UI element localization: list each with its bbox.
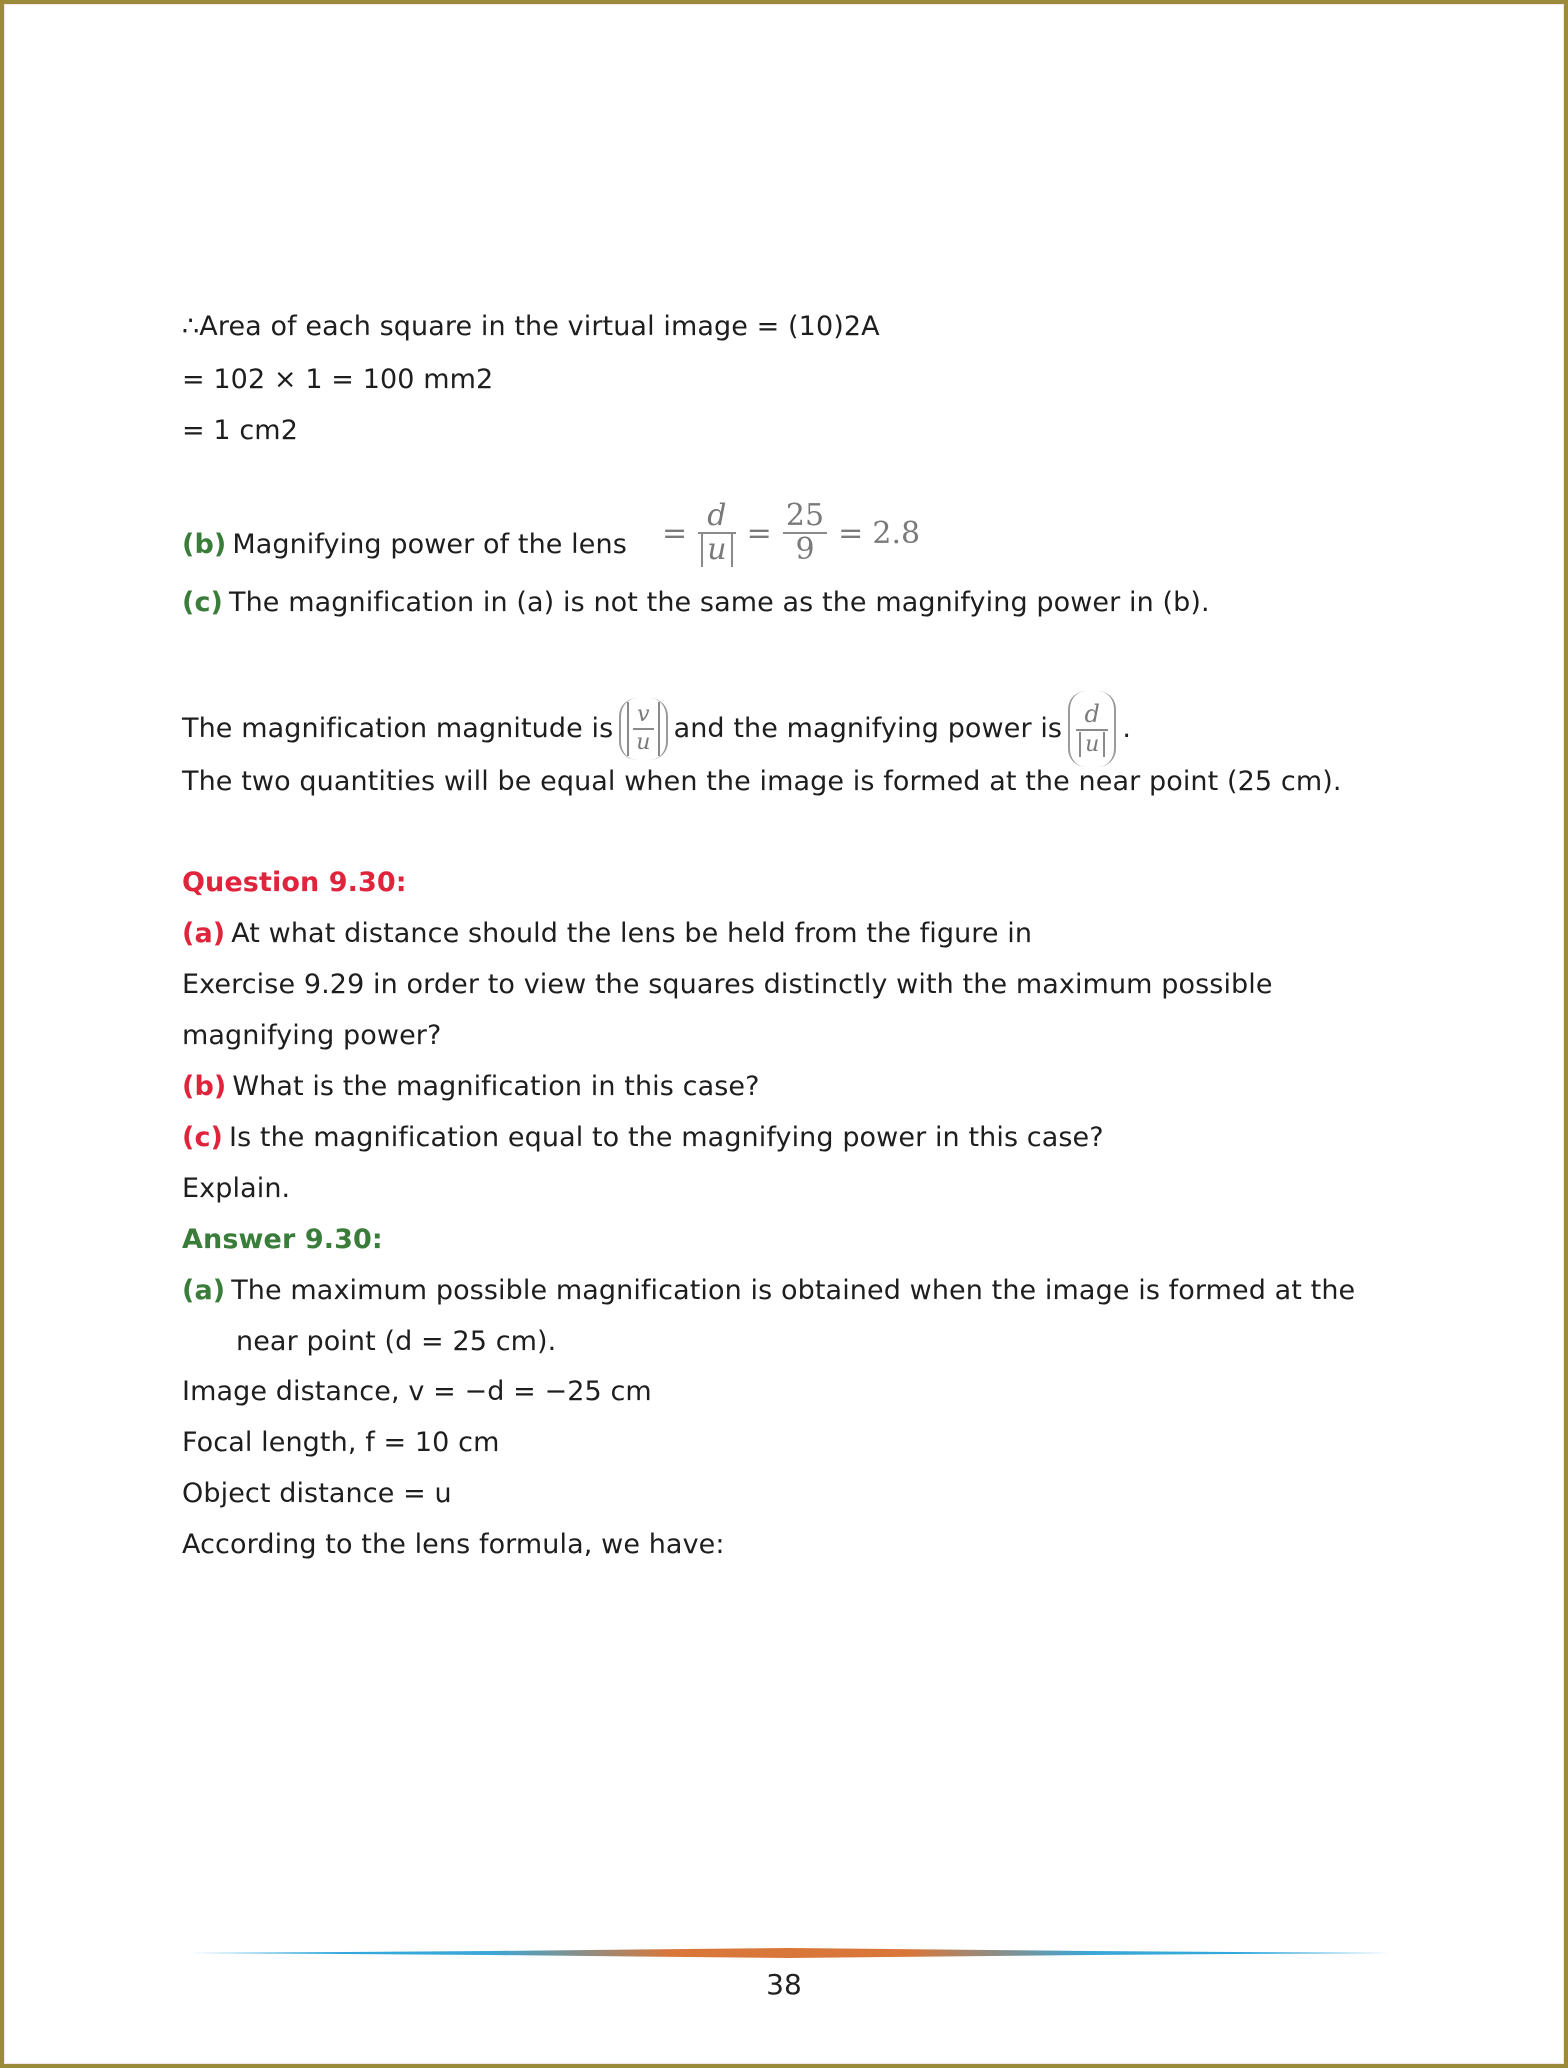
area-line: ∴Area of each square in the virtual image = (10)2A [182, 311, 880, 342]
part-label: (a) [182, 918, 226, 949]
part-label: (c) [182, 1122, 223, 1153]
magnitude-line: The magnification magnitude is $\frac{v}{u}$ and the magnifying power is $\frac{d}{u}$ . [182, 712, 1131, 746]
fraction-v-over-u: $\frac{v}{u}$ [619, 698, 667, 760]
magnifying-power-formula: = $\frac{d}{u}$ = $\frac{25}{9}$ = 2.8 [662, 498, 921, 567]
calc-line-2: = 1 cm2 [182, 415, 298, 446]
equal-line: The two quantities will be equal when the image is formed at the near point (25 cm). [182, 766, 1342, 797]
fraction-d-over-u: $\frac{d}{u}$ [698, 500, 735, 566]
question-part-b: (b) What is the magnification in this case? [182, 1071, 760, 1102]
part-text: The magnification in (a) is not the same as the magnifying power in (b). [229, 587, 1210, 618]
formula-result: 2.8 [872, 515, 921, 551]
part-label: (b) [182, 529, 227, 560]
image-distance-line: Image distance, v = −d = −25 cm [182, 1376, 652, 1407]
lens-formula-intro: According to the lens formula, we have: [182, 1529, 725, 1560]
prev-part-b [182, 528, 627, 562]
answer-part-a-line2: near point (d = 25 cm). [236, 1326, 557, 1357]
question-part-a-line2: Exercise 9.29 in order to view the squares distinctly with the maximum possible [182, 969, 1273, 1000]
fraction-d-over-abs-u: $\frac{d}{u}$ [1068, 691, 1116, 767]
question-part-a-line1: (a) At what distance should the lens be held from the figure in [182, 918, 1033, 949]
page-number: 38 [766, 1968, 802, 2001]
calc-line-1: = 102 × 1 = 100 mm2 [182, 364, 494, 395]
question-part-c-line1: (c) Is the magnification equal to the magnifying power in this case? [182, 1122, 1104, 1153]
prev-part-c [182, 586, 1210, 620]
answer-part-a-line1: (a) The maximum possible magnification is obtained when the image is formed at the [182, 1275, 1356, 1306]
question-part-a-line3: magnifying power? [182, 1020, 442, 1051]
question-part-c-line2: Explain. [182, 1173, 291, 1204]
object-distance-line: Object distance = u [182, 1478, 452, 1509]
part-label: (b) [182, 1071, 227, 1102]
focal-length-line: Focal length, f = 10 cm [182, 1427, 500, 1458]
part-text: Magnifying power of the lens [232, 529, 627, 560]
footer-decorative-rule [190, 1948, 1390, 1958]
fraction-25-over-9: $\frac{25}{9}$ [783, 500, 827, 566]
question-heading: Question 9.30: [182, 867, 407, 898]
part-label: (a) [182, 1275, 226, 1306]
answer-heading: Answer 9.30: [182, 1224, 383, 1255]
part-label: (c) [182, 587, 223, 618]
